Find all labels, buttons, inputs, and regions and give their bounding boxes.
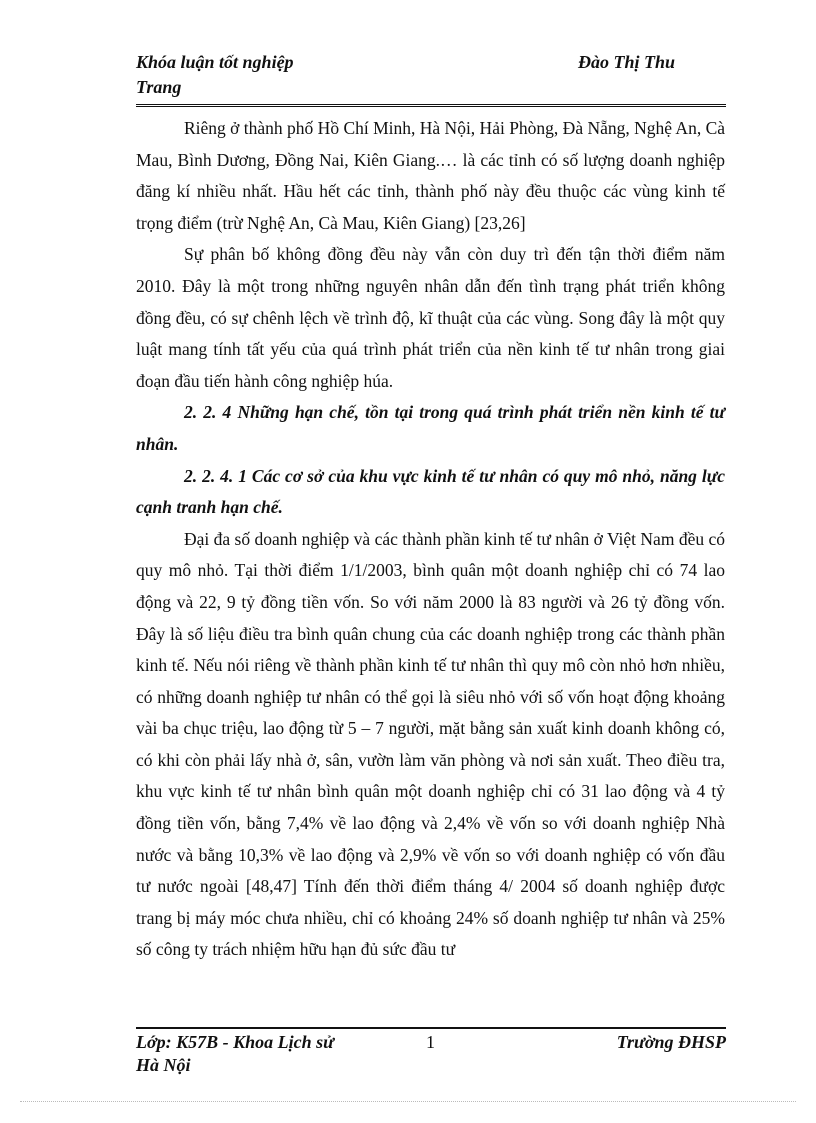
- paragraph-uneven-distribution: Sự phân bố không đồng đều này vẫn còn duy trì đến tận thời điểm năm 2010. Đây là một trong những nguyên nhân dẫn đến tình trạng phát triển không đồng đều, có sự chênh lệch về trình độ, kĩ thuật của các vùng. Song đây là một quy luật mang tính tất yếu của quá trình phát triển của nền kinh tế tư nhân trong giai đoạn đầu tiến hành công nghiệp húa.: [136, 244, 725, 391]
- header-author: Đào Thị Thu: [578, 52, 676, 72]
- footer-class-label: Lớp: K57B - Khoa Lịch sử: [136, 1032, 334, 1052]
- footer-school-city: Hà Nội: [136, 1055, 191, 1075]
- paragraph-regions: Riêng ở thành phố Hồ Chí Minh, Hà Nội, Hải Phòng, Đà Nẵng, Nghệ An, Cà Mau, Bình Dương, Đồng Nai, Kiên Giang.… là các tỉnh có số lượng doanh nghiệp đăng kí nhiều nhất. Hầu hết các tỉnh, thành phố này đều thuộc các vùng kinh tế trọng điểm (trừ Nghệ An, Cà Mau, Kiên Giang) [23,26]: [136, 118, 726, 233]
- section-heading-2-2-4-1: 2. 2. 4. 1 Các cơ sở của khu vực kinh tế tư nhân có quy mô nhỏ, năng lực cạnh tranh hạn chế.: [136, 465, 725, 518]
- footer-divider: [136, 1027, 726, 1029]
- header-thesis-title: Khóa luận tốt nghiệp: [136, 52, 294, 72]
- page-edge-divider: [20, 1101, 796, 1102]
- header-divider: [136, 104, 726, 107]
- document-body: [136, 113, 725, 966]
- paragraph-small-scale: Đại đa số doanh nghiệp và các thành phần kinh tế tư nhân ở Việt Nam đều có quy mô nhỏ. Tại thời điểm 1/1/2003, bình quân một doanh nghiệp chỉ có 74 lao động và 22, 9 tỷ đồng tiền vốn. So với năm 2000 là 83 người và 26 tỷ đồng vốn. Đây là số liệu điều tra bình quân chung của các doanh nghiệp trong các thành phần kinh tế. Nếu nói riêng về thành phần kinh tế tư nhân thì quy mô còn nhỏ hơn nhiều, có những doanh nghiệp tư nhân có thể gọi là siêu nhỏ với số vốn hoạt động khoảng vài ba chục triệu, lao động từ 5 – 7 người, mặt bằng sản xuất kinh doanh không có, có khi còn phải lấy nhà ở, sân, vườn làm văn phòng và nơi sản xuất. Theo điều tra, khu vực kinh tế tư nhân bình quân một doanh nghiệp chỉ có 31 lao động và 4 tỷ đồng tiền vốn, bằng 7,4% về lao động và 2,4% về vốn so với doanh nghiệp Nhà nước và bằng 10,3% về lao động và 2,9% về vốn so với doanh nghiệp có vốn đầu tư nước ngoài [48,47] Tính đến thời điểm tháng 4/ 2004 số doanh nghiệp được trang bị máy móc chưa nhiều, chỉ có khoảng 24% số doanh nghiệp tư nhân và 25% số công ty trách nhiệm hữu hạn đủ sức đầu tư: [136, 528, 725, 960]
- section-heading-2-2-4: 2. 2. 4 Những hạn chế, tồn tại trong quá trình phát triển nền kinh tế tư nhân.: [136, 402, 725, 454]
- page-number: 1: [426, 1032, 435, 1052]
- footer-school: Trường ĐHSP: [616, 1032, 726, 1052]
- header-trang-label: Trang: [136, 77, 182, 97]
